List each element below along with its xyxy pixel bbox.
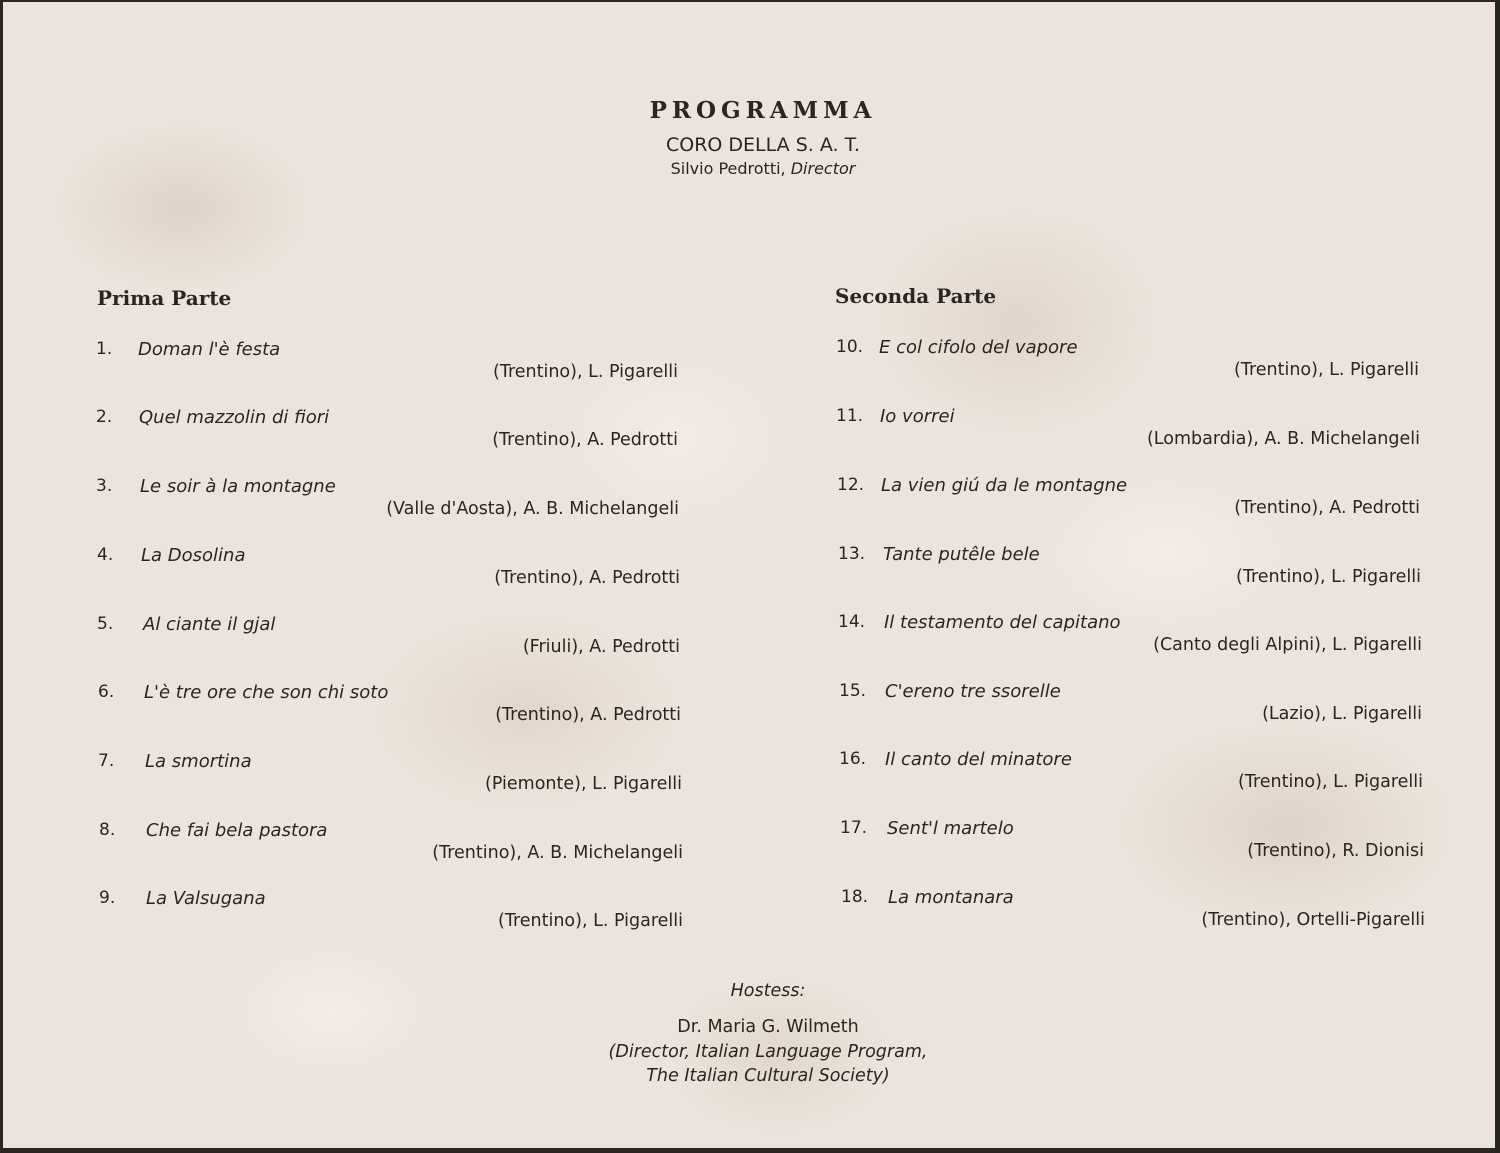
hostess-label: Hostess:: [730, 981, 806, 1001]
song-title: La Dosolina: [141, 545, 246, 566]
choir-name: CORO DELLA S. A. T.: [666, 134, 860, 156]
hostess-role: (Director, Italian Language Program,: [608, 1042, 928, 1062]
song-credit: (Piemonte), L. Pigarelli: [485, 774, 682, 794]
program-item: [836, 406, 1420, 456]
item-number: 1.: [96, 339, 113, 359]
program-item: [99, 888, 683, 938]
song-title: La montanara: [888, 887, 1014, 908]
part-heading-seconda: Seconda Parte: [835, 284, 997, 308]
song-title: E col cifolo del vapore: [879, 337, 1078, 358]
program-item: [836, 337, 1419, 387]
song-credit: (Friuli), A. Pedrotti: [522, 637, 680, 657]
program-sheet: [3, 2, 1495, 1148]
song-title: Tante putêle bele: [883, 544, 1040, 565]
song-title: La smortina: [145, 751, 252, 772]
song-title: Al ciante il gjal: [143, 614, 276, 635]
song-credit: (Trentino), A. Pedrotti: [495, 705, 681, 725]
page-title: PROGRAMMA: [649, 97, 877, 124]
song-title: Io vorrei: [880, 406, 955, 427]
program-item: [839, 681, 1422, 731]
item-number: 17.: [840, 818, 868, 838]
program-item: [96, 339, 678, 389]
song-title: C'ereno tre ssorelle: [885, 681, 1061, 702]
program-item: [99, 820, 683, 870]
item-number: 10.: [836, 337, 864, 357]
song-title: L'è tre ore che son chi soto: [144, 682, 389, 703]
item-number: 2.: [96, 407, 113, 427]
program-item: [839, 749, 1423, 799]
item-number: 18.: [841, 887, 869, 907]
program-item: [838, 544, 1421, 594]
song-credit: (Trentino), L. Pigarelli: [493, 362, 678, 382]
song-title: Sent'l martelo: [887, 818, 1014, 839]
song-credit: (Trentino), L. Pigarelli: [1238, 772, 1423, 792]
song-credit: (Trentino), R. Dionisi: [1247, 841, 1424, 861]
item-number: 13.: [838, 544, 866, 564]
song-credit: (Trentino), L. Pigarelli: [1236, 567, 1421, 587]
part-heading-prima: Prima Parte: [97, 286, 232, 310]
song-credit: (Lazio), L. Pigarelli: [1262, 704, 1422, 724]
hostess-organization: The Italian Cultural Society): [646, 1066, 890, 1086]
song-title: Il canto del minatore: [885, 749, 1072, 770]
song-title: La Valsugana: [146, 888, 266, 909]
song-credit: (Valle d'Aosta), A. B. Michelangeli: [386, 499, 679, 519]
item-number: 3.: [96, 476, 113, 496]
item-number: 8.: [99, 820, 116, 840]
song-title: Le soir à la montagne: [140, 476, 336, 497]
director-line: [3, 159, 1500, 178]
item-number: 5.: [97, 614, 114, 634]
director-role: Director: [790, 159, 856, 178]
song-credit: (Trentino), A. Pedrotti: [1234, 498, 1420, 518]
song-credit: (Trentino), A. Pedrotti: [494, 568, 680, 588]
item-number: 12.: [837, 475, 865, 495]
song-credit: (Trentino), L. Pigarelli: [1234, 360, 1419, 380]
program-item: [838, 612, 1422, 662]
item-number: 14.: [838, 612, 866, 632]
program-item: [840, 818, 1424, 868]
item-number: 4.: [97, 545, 114, 565]
program-item: [98, 682, 681, 732]
hostess-name: Dr. Maria G. Wilmeth: [677, 1017, 859, 1037]
song-credit: (Canto degli Alpini), L. Pigarelli: [1153, 635, 1422, 655]
song-title: Che fai bela pastora: [146, 820, 328, 841]
program-item: [97, 545, 680, 595]
item-number: 7.: [98, 751, 115, 771]
program-item: [97, 614, 680, 664]
song-title: La vien giú da le montagne: [881, 475, 1128, 496]
song-title: Doman l'è festa: [138, 339, 281, 360]
song-credit: (Trentino), L. Pigarelli: [498, 911, 683, 931]
item-number: 6.: [98, 682, 115, 702]
program-item: [96, 476, 679, 526]
song-credit: (Trentino), A. B. Michelangeli: [432, 843, 683, 863]
item-number: 16.: [839, 749, 867, 769]
program-item: [96, 407, 678, 457]
song-title: Il testamento del capitano: [884, 612, 1121, 633]
song-credit: (Lombardia), A. B. Michelangeli: [1146, 429, 1420, 449]
program-item: [98, 751, 682, 801]
director-name: Silvio Pedrotti,: [670, 159, 786, 178]
program-item: [837, 475, 1420, 525]
item-number: 15.: [839, 681, 867, 701]
song-credit: (Trentino), A. Pedrotti: [492, 430, 678, 450]
item-number: 11.: [836, 406, 864, 426]
program-item: [841, 887, 1425, 937]
song-credit: (Trentino), Ortelli-Pigarelli: [1201, 910, 1425, 930]
item-number: 9.: [99, 888, 116, 908]
song-title: Quel mazzolin di fiori: [139, 407, 330, 428]
